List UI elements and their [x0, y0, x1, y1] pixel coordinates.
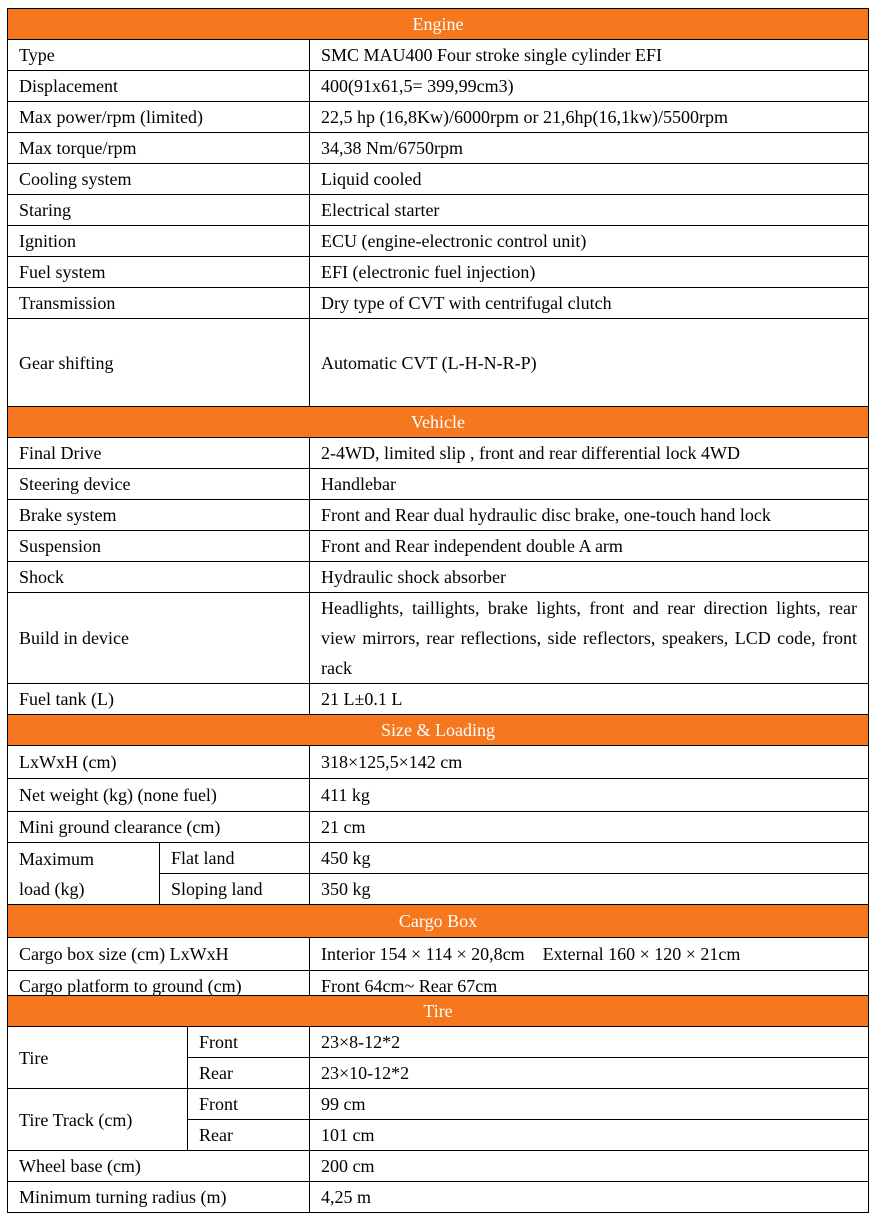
row-value: 34,38 Nm/6750rpm [310, 133, 869, 164]
table-row [8, 843, 869, 874]
tire-table [7, 995, 869, 1213]
row-label: Max torque/rpm [8, 133, 310, 164]
table-row [8, 812, 869, 843]
row-value: 200 cm [310, 1151, 869, 1182]
sloping-land-value: 350 kg [310, 874, 869, 905]
row-label: Staring [8, 195, 310, 226]
row-label: Suspension [8, 531, 310, 562]
row-label: Mini ground clearance (cm) [8, 812, 310, 843]
table-row [8, 1151, 869, 1182]
table-row [8, 40, 869, 71]
row-value: Front 64cm~ Rear 67cm [310, 971, 869, 1002]
section-vehicle [8, 407, 869, 438]
section-title: Vehicle [8, 407, 869, 438]
row-label: Type [8, 40, 310, 71]
row-label: Steering device [8, 469, 310, 500]
row-value: EFI (electronic fuel injection) [310, 257, 869, 288]
row-label: Cargo platform to ground (cm) [8, 971, 310, 1002]
row-value: Front and Rear dual hydraulic disc brake, one-touch hand lock [310, 500, 869, 531]
max-load-label [8, 843, 160, 905]
row-label: Shock [8, 562, 310, 593]
row-value: Handlebar [310, 469, 869, 500]
row-value: Front and Rear independent double A arm [310, 531, 869, 562]
section-title: Size & Loading [8, 715, 869, 746]
row-label: Cargo box size (cm) LxWxH [8, 938, 310, 971]
table-row [8, 195, 869, 226]
flat-land-label: Flat land [160, 843, 310, 874]
table-row [8, 500, 869, 531]
row-value: 21 L±0.1 L [310, 684, 869, 715]
row-label: Displacement [8, 71, 310, 102]
section-title: Engine [8, 9, 869, 40]
section-cargo-box [8, 905, 869, 938]
table-row [8, 1182, 869, 1213]
table-row [8, 1089, 869, 1120]
row-value: 4,25 m [310, 1182, 869, 1213]
row-label: Gear shifting [8, 319, 310, 407]
row-label: LxWxH (cm) [8, 746, 310, 779]
table-row [8, 1027, 869, 1058]
table-row [8, 71, 869, 102]
row-label: Wheel base (cm) [8, 1151, 310, 1182]
table-row [8, 438, 869, 469]
table-row [8, 133, 869, 164]
section-engine [8, 9, 869, 40]
table-row [8, 593, 869, 684]
max-load-label-line1: Maximum [19, 848, 94, 869]
row-label: Max power/rpm (limited) [8, 102, 310, 133]
row-label: Transmission [8, 288, 310, 319]
row-value: 21 cm [310, 812, 869, 843]
spec-table [7, 8, 869, 1002]
row-label: Ignition [8, 226, 310, 257]
track-rear-value: 101 cm [310, 1120, 869, 1151]
table-row [8, 746, 869, 779]
row-value: 2-4WD, limited slip , front and rear differential lock 4WD [310, 438, 869, 469]
row-label: Net weight (kg) (none fuel) [8, 779, 310, 812]
row-label: Build in device [8, 593, 310, 684]
row-label: Fuel tank (L) [8, 684, 310, 715]
section-title: Cargo Box [8, 905, 869, 938]
row-value: Headlights, taillights, brake lights, front and rear direction lights, rear view mirrors, rear reflections, side reflectors, speakers, LCD code, front rack [310, 593, 869, 684]
tire-rear-label: Rear [188, 1058, 310, 1089]
max-load-label-line2: load (kg) [19, 878, 85, 899]
tire-front-label: Front [188, 1027, 310, 1058]
row-value: Liquid cooled [310, 164, 869, 195]
table-row [8, 469, 869, 500]
section-tire [8, 996, 869, 1027]
table-row [8, 102, 869, 133]
table-row [8, 531, 869, 562]
track-label: Tire Track (cm) [8, 1089, 188, 1151]
row-value: 411 kg [310, 779, 869, 812]
table-row [8, 684, 869, 715]
track-front-label: Front [188, 1089, 310, 1120]
row-label: Fuel system [8, 257, 310, 288]
table-row [8, 164, 869, 195]
row-label: Brake system [8, 500, 310, 531]
row-value: SMC MAU400 Four stroke single cylinder EFI [310, 40, 869, 71]
row-value: Interior 154 × 114 × 20,8cm External 160 × 120 × 21cm [310, 938, 869, 971]
row-value: Automatic CVT (L-H-N-R-P) [310, 319, 869, 407]
row-value: Hydraulic shock absorber [310, 562, 869, 593]
tire-front-value: 23×8-12*2 [310, 1027, 869, 1058]
row-value: 400(91x61,5= 399,99cm3) [310, 71, 869, 102]
table-row [8, 257, 869, 288]
section-title: Tire [8, 996, 869, 1027]
tire-rear-value: 23×10-12*2 [310, 1058, 869, 1089]
row-value: 22,5 hp (16,8Kw)/6000rpm or 21,6hp(16,1kw)/5500rpm [310, 102, 869, 133]
row-value: Dry type of CVT with centrifugal clutch [310, 288, 869, 319]
row-value: ECU (engine-electronic control unit) [310, 226, 869, 257]
table-row [8, 779, 869, 812]
tire-label: Tire [8, 1027, 188, 1089]
table-row [8, 288, 869, 319]
track-rear-label: Rear [188, 1120, 310, 1151]
row-label: Cooling system [8, 164, 310, 195]
section-size-loading [8, 715, 869, 746]
track-front-value: 99 cm [310, 1089, 869, 1120]
row-label: Final Drive [8, 438, 310, 469]
table-row [8, 319, 869, 407]
row-value: 318×125,5×142 cm [310, 746, 869, 779]
table-row [8, 938, 869, 971]
table-row [8, 226, 869, 257]
table-row [8, 562, 869, 593]
row-value: Electrical starter [310, 195, 869, 226]
sloping-land-label: Sloping land [160, 874, 310, 905]
row-label: Minimum turning radius (m) [8, 1182, 310, 1213]
flat-land-value: 450 kg [310, 843, 869, 874]
